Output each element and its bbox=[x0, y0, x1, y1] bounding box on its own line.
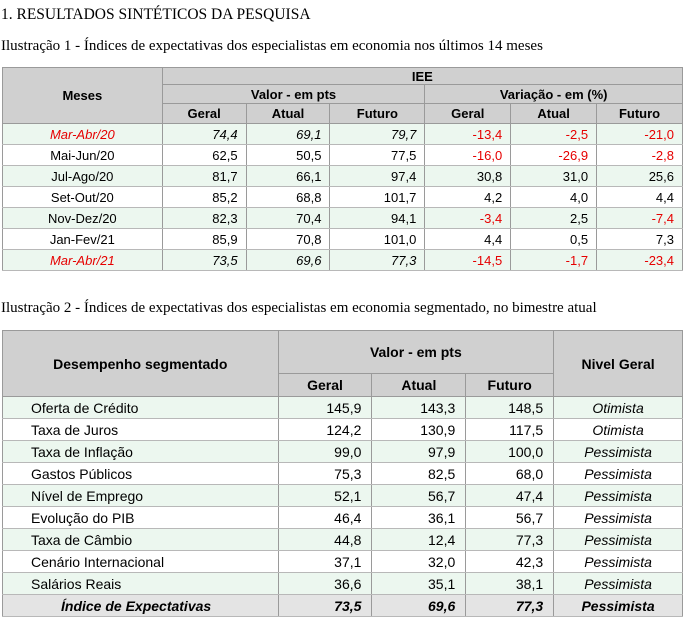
nivel-cell: Pessimista bbox=[554, 507, 683, 529]
col-header-var-atual: Atual bbox=[511, 104, 597, 124]
total-geral-cell: 73,5 bbox=[278, 595, 372, 617]
segment-name-cell: Taxa de Inflação bbox=[3, 441, 279, 463]
atual-cell: 82,5 bbox=[372, 463, 466, 485]
geral-cell: 36,6 bbox=[278, 573, 372, 595]
nivel-cell: Otimista bbox=[554, 419, 683, 441]
section-heading: 1. RESULTADOS SINTÉTICOS DA PESQUISA bbox=[1, 6, 311, 23]
nivel-cell: Pessimista bbox=[554, 551, 683, 573]
valor-geral-cell: 62,5 bbox=[162, 145, 246, 166]
var-atual-cell: 4,0 bbox=[511, 187, 597, 208]
var-futuro-cell: -7,4 bbox=[597, 208, 683, 229]
total-futuro-cell: 77,3 bbox=[466, 595, 554, 617]
valor-atual-cell: 66,1 bbox=[246, 166, 330, 187]
total-atual-cell: 69,6 bbox=[372, 595, 466, 617]
table-row bbox=[3, 485, 683, 507]
table1-caption: Ilustração 1 - Índices de expectativas dos especialistas em economia nos últimos 14 meses bbox=[1, 38, 543, 54]
var-geral-cell: -14,5 bbox=[425, 250, 511, 271]
futuro-cell: 47,4 bbox=[466, 485, 554, 507]
valor-futuro-cell: 97,4 bbox=[330, 166, 425, 187]
valor-atual-cell: 70,8 bbox=[246, 229, 330, 250]
atual-cell: 35,1 bbox=[372, 573, 466, 595]
col-header-var-futuro: Futuro bbox=[597, 104, 683, 124]
var-geral-cell: -16,0 bbox=[425, 145, 511, 166]
nivel-cell: Pessimista bbox=[554, 485, 683, 507]
table2-caption: Ilustração 2 - Índices de expectativas dos especialistas em economia segmentado, no bimestre atual bbox=[1, 300, 597, 316]
geral-cell: 46,4 bbox=[278, 507, 372, 529]
var-futuro-cell: -2,8 bbox=[597, 145, 683, 166]
table-row bbox=[3, 166, 683, 187]
segment-name-cell: Salários Reais bbox=[3, 573, 279, 595]
col-header-valor-geral: Geral bbox=[162, 104, 246, 124]
segment-name-cell: Nível de Emprego bbox=[3, 485, 279, 507]
atual-cell: 130,9 bbox=[372, 419, 466, 441]
var-geral-cell: 4,4 bbox=[425, 229, 511, 250]
segment-name-cell: Evolução do PIB bbox=[3, 507, 279, 529]
month-cell: Mar-Abr/21 bbox=[3, 250, 163, 271]
futuro-cell: 38,1 bbox=[466, 573, 554, 595]
futuro-cell: 77,3 bbox=[466, 529, 554, 551]
col-header-var-geral: Geral bbox=[425, 104, 511, 124]
table-row bbox=[3, 229, 683, 250]
var-atual-cell: 31,0 bbox=[511, 166, 597, 187]
var-atual-cell: -1,7 bbox=[511, 250, 597, 271]
col-header-nivel: Nivel Geral bbox=[554, 331, 683, 397]
table-row bbox=[3, 573, 683, 595]
geral-cell: 37,1 bbox=[278, 551, 372, 573]
geral-cell: 44,8 bbox=[278, 529, 372, 551]
table-row bbox=[3, 419, 683, 441]
valor-geral-cell: 73,5 bbox=[162, 250, 246, 271]
valor-atual-cell: 69,1 bbox=[246, 124, 330, 145]
nivel-cell: Pessimista bbox=[554, 441, 683, 463]
valor-futuro-cell: 101,0 bbox=[330, 229, 425, 250]
nivel-cell: Pessimista bbox=[554, 529, 683, 551]
col-header-iee: IEE bbox=[162, 68, 682, 85]
atual-cell: 56,7 bbox=[372, 485, 466, 507]
valor-geral-cell: 85,2 bbox=[162, 187, 246, 208]
col-header-segment: Desempenho segmentado bbox=[3, 331, 279, 397]
valor-atual-cell: 68,8 bbox=[246, 187, 330, 208]
valor-futuro-cell: 77,5 bbox=[330, 145, 425, 166]
valor-geral-cell: 81,7 bbox=[162, 166, 246, 187]
var-atual-cell: 0,5 bbox=[511, 229, 597, 250]
var-atual-cell: -2,5 bbox=[511, 124, 597, 145]
valor-futuro-cell: 94,1 bbox=[330, 208, 425, 229]
atual-cell: 143,3 bbox=[372, 397, 466, 419]
table-row bbox=[3, 250, 683, 271]
var-atual-cell: 2,5 bbox=[511, 208, 597, 229]
col-header-atual: Atual bbox=[372, 374, 466, 397]
total-row bbox=[3, 595, 683, 617]
geral-cell: 124,2 bbox=[278, 419, 372, 441]
table-row bbox=[3, 397, 683, 419]
month-cell: Mai-Jun/20 bbox=[3, 145, 163, 166]
futuro-cell: 117,5 bbox=[466, 419, 554, 441]
nivel-cell: Pessimista bbox=[554, 573, 683, 595]
atual-cell: 97,9 bbox=[372, 441, 466, 463]
geral-cell: 145,9 bbox=[278, 397, 372, 419]
table-row bbox=[3, 441, 683, 463]
nivel-cell: Pessimista bbox=[554, 463, 683, 485]
col-header-meses: Meses bbox=[3, 68, 163, 124]
month-cell: Nov-Dez/20 bbox=[3, 208, 163, 229]
table-row bbox=[3, 145, 683, 166]
var-geral-cell: 30,8 bbox=[425, 166, 511, 187]
segment-name-cell: Gastos Públicos bbox=[3, 463, 279, 485]
var-futuro-cell: 4,4 bbox=[597, 187, 683, 208]
col-header-valor-futuro: Futuro bbox=[330, 104, 425, 124]
month-cell: Set-Out/20 bbox=[3, 187, 163, 208]
month-cell: Jul-Ago/20 bbox=[3, 166, 163, 187]
nivel-cell: Otimista bbox=[554, 397, 683, 419]
geral-cell: 52,1 bbox=[278, 485, 372, 507]
segment-name-cell: Taxa de Juros bbox=[3, 419, 279, 441]
total-name-cell: Índice de Expectativas bbox=[3, 595, 279, 617]
var-futuro-cell: 25,6 bbox=[597, 166, 683, 187]
geral-cell: 99,0 bbox=[278, 441, 372, 463]
var-geral-cell: 4,2 bbox=[425, 187, 511, 208]
total-nivel-cell: Pessimista bbox=[554, 595, 683, 617]
atual-cell: 32,0 bbox=[372, 551, 466, 573]
atual-cell: 12,4 bbox=[372, 529, 466, 551]
table-row bbox=[3, 124, 683, 145]
segment-name-cell: Oferta de Crédito bbox=[3, 397, 279, 419]
valor-geral-cell: 74,4 bbox=[162, 124, 246, 145]
table-row bbox=[3, 551, 683, 573]
valor-atual-cell: 69,6 bbox=[246, 250, 330, 271]
geral-cell: 75,3 bbox=[278, 463, 372, 485]
var-geral-cell: -3,4 bbox=[425, 208, 511, 229]
futuro-cell: 148,5 bbox=[466, 397, 554, 419]
valor-geral-cell: 82,3 bbox=[162, 208, 246, 229]
iee-history-table bbox=[2, 67, 683, 271]
valor-futuro-cell: 101,7 bbox=[330, 187, 425, 208]
table-row bbox=[3, 463, 683, 485]
month-cell: Jan-Fev/21 bbox=[3, 229, 163, 250]
table-row bbox=[3, 507, 683, 529]
atual-cell: 36,1 bbox=[372, 507, 466, 529]
var-futuro-cell: -23,4 bbox=[597, 250, 683, 271]
segment-name-cell: Cenário Internacional bbox=[3, 551, 279, 573]
col-header-futuro: Futuro bbox=[466, 374, 554, 397]
col-header-valor: Valor - em pts bbox=[162, 85, 425, 104]
var-geral-cell: -13,4 bbox=[425, 124, 511, 145]
futuro-cell: 56,7 bbox=[466, 507, 554, 529]
table-row bbox=[3, 529, 683, 551]
var-atual-cell: -26,9 bbox=[511, 145, 597, 166]
month-cell: Mar-Abr/20 bbox=[3, 124, 163, 145]
col-header-geral: Geral bbox=[278, 374, 372, 397]
col-header-valor: Valor - em pts bbox=[278, 331, 554, 374]
valor-atual-cell: 50,5 bbox=[246, 145, 330, 166]
valor-geral-cell: 85,9 bbox=[162, 229, 246, 250]
table-row bbox=[3, 187, 683, 208]
valor-atual-cell: 70,4 bbox=[246, 208, 330, 229]
valor-futuro-cell: 77,3 bbox=[330, 250, 425, 271]
futuro-cell: 100,0 bbox=[466, 441, 554, 463]
var-futuro-cell: 7,3 bbox=[597, 229, 683, 250]
col-header-valor-atual: Atual bbox=[246, 104, 330, 124]
table-row bbox=[3, 208, 683, 229]
var-futuro-cell: -21,0 bbox=[597, 124, 683, 145]
segment-name-cell: Taxa de Câmbio bbox=[3, 529, 279, 551]
segmented-index-table bbox=[2, 330, 683, 617]
valor-futuro-cell: 79,7 bbox=[330, 124, 425, 145]
futuro-cell: 68,0 bbox=[466, 463, 554, 485]
futuro-cell: 42,3 bbox=[466, 551, 554, 573]
col-header-variacao: Variação - em (%) bbox=[425, 85, 683, 104]
